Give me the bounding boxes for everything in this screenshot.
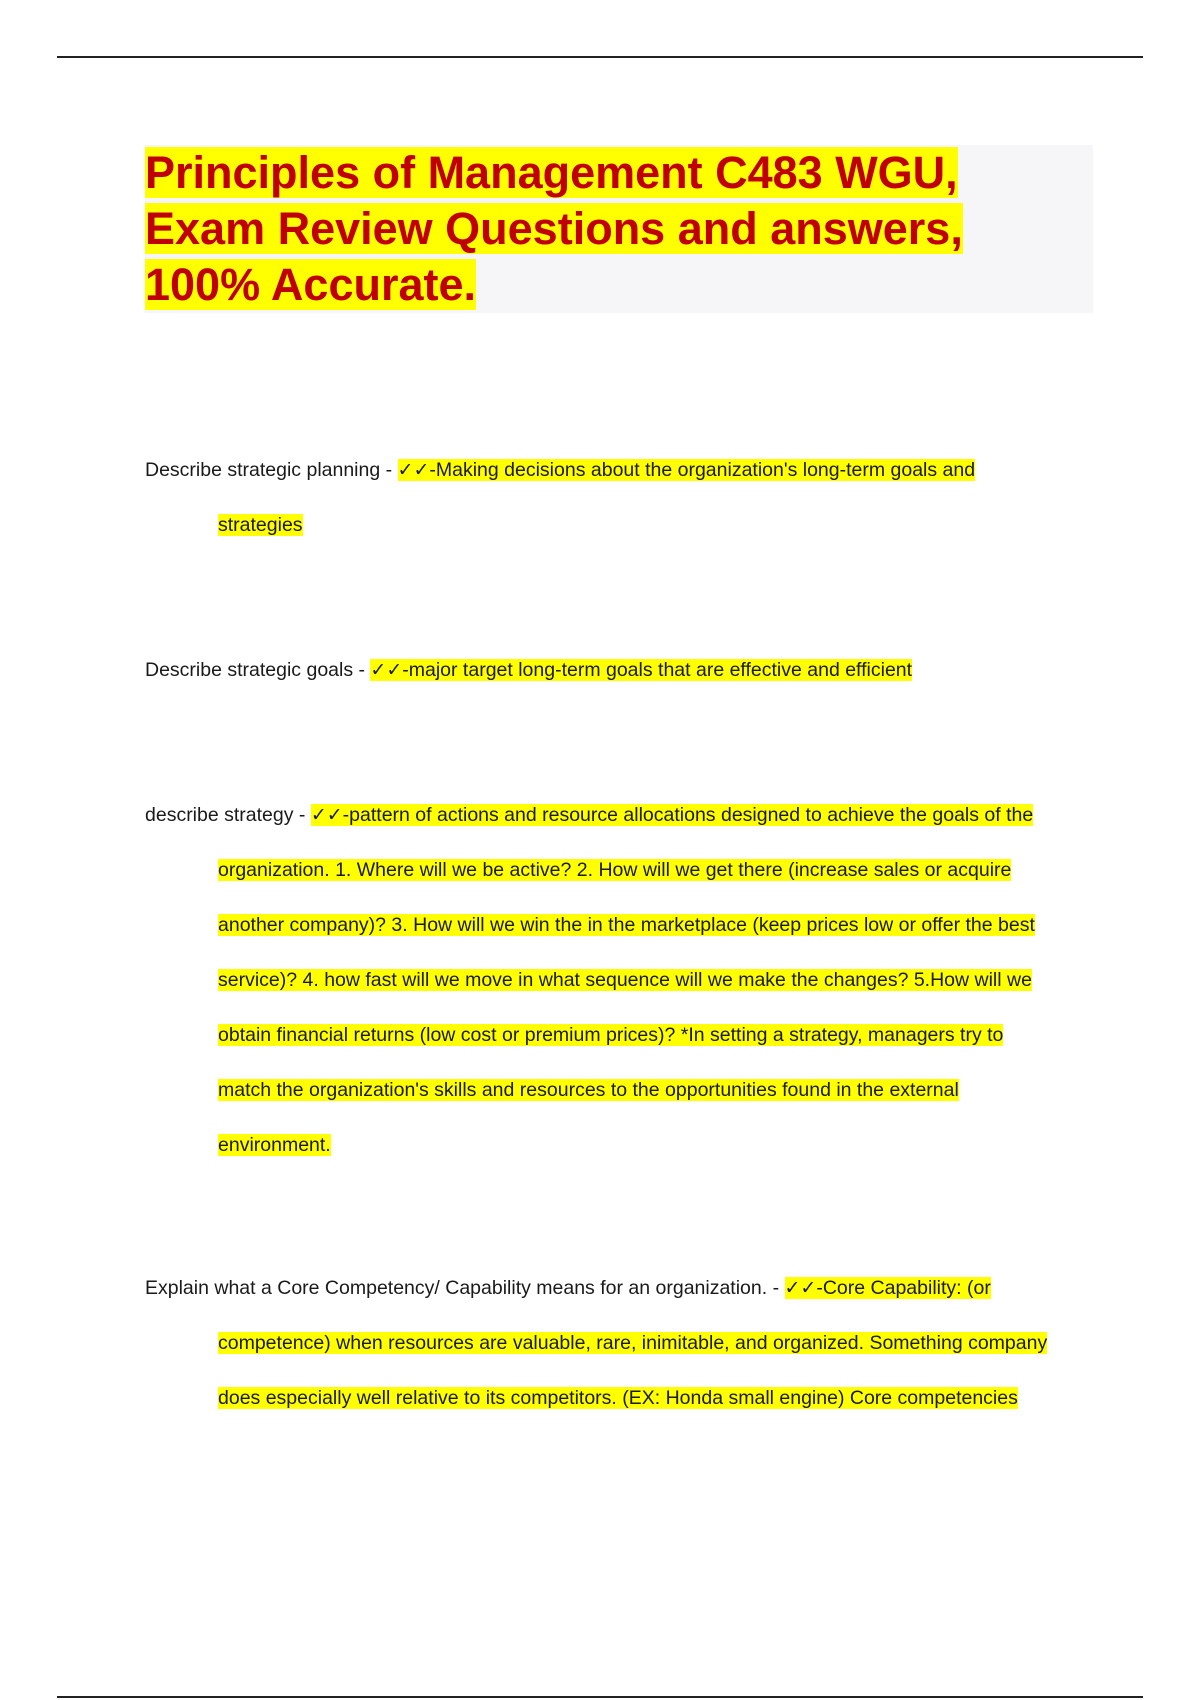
qa-first-line (145, 455, 1085, 510)
question-text: Describe strategic goals - (145, 659, 371, 681)
qa-entry-strategic-goals (145, 655, 1085, 710)
answer-highlight (785, 1277, 991, 1299)
bottom-rule (57, 1696, 1143, 1698)
answer-text: another company)? 3. How will we win the in the marketplace (keep prices low or offer the best (218, 914, 1035, 936)
qa-continuation-line (145, 510, 1085, 565)
answer-text: -pattern of actions and resource allocations designed to achieve the goals of the (342, 804, 1034, 826)
answer-text: does especially well relative to its competitors. (EX: Honda small engine) Core competencies (218, 1387, 1018, 1409)
qa-continuation-line (145, 965, 1085, 1020)
title-line: Principles of Management C483 WGU, (145, 147, 958, 198)
question-text: Explain what a Core Competency/ Capability means for an organization. - (145, 1277, 785, 1299)
qa-continuation-line (145, 1130, 1085, 1185)
qa-continuation-line (145, 855, 1085, 910)
answer-text: competence) when resources are valuable, rare, inimitable, and organized. Something company (218, 1332, 1048, 1354)
qa-entry-core-competency (145, 1273, 1085, 1438)
answer-highlight (311, 804, 1033, 826)
qa-entry-strategic-planning (145, 455, 1085, 565)
check-mark-icon: ✓✓ (397, 459, 430, 481)
title-line: 100% Accurate. (145, 259, 477, 310)
answer-highlight (370, 659, 912, 681)
answer-text: -Core Capability: (or (816, 1277, 991, 1299)
qa-continuation-line (145, 1383, 1085, 1438)
qa-continuation-line (145, 1020, 1085, 1075)
answer-text: organization. 1. Where will we be active? 2. How will we get there (increase sales or acquire (218, 859, 1012, 881)
answer-text: obtain financial returns (low cost or premium prices)? *In setting a strategy, managers try to (218, 1024, 1004, 1046)
qa-first-line (145, 655, 1085, 710)
answer-text: strategies (218, 514, 303, 536)
answer-text: environment. (218, 1134, 331, 1156)
qa-continuation-line (145, 1328, 1085, 1383)
question-text: Describe strategic planning - (145, 459, 398, 481)
title-block (145, 145, 1093, 313)
page-title (145, 145, 1093, 313)
qa-first-line (145, 800, 1085, 855)
top-rule (57, 56, 1143, 58)
answer-highlight (398, 459, 976, 481)
qa-entry-strategy (145, 800, 1085, 1185)
check-mark-icon: ✓✓ (784, 1277, 817, 1299)
check-mark-icon: ✓✓ (310, 804, 343, 826)
qa-continuation-line (145, 1075, 1085, 1130)
answer-text: -Making decisions about the organization's long-term goals and (429, 459, 976, 481)
answer-text: service)? 4. how fast will we move in what sequence will we make the changes? 5.How will we (218, 969, 1032, 991)
title-line: Exam Review Questions and answers, (145, 203, 963, 254)
qa-continuation-line (145, 910, 1085, 965)
question-text: describe strategy - (145, 804, 311, 826)
answer-text: -major target long-term goals that are effective and efficient (402, 659, 913, 681)
answer-text: match the organization's skills and resources to the opportunities found in the external (218, 1079, 959, 1101)
check-mark-icon: ✓✓ (370, 659, 403, 681)
qa-first-line (145, 1273, 1085, 1328)
